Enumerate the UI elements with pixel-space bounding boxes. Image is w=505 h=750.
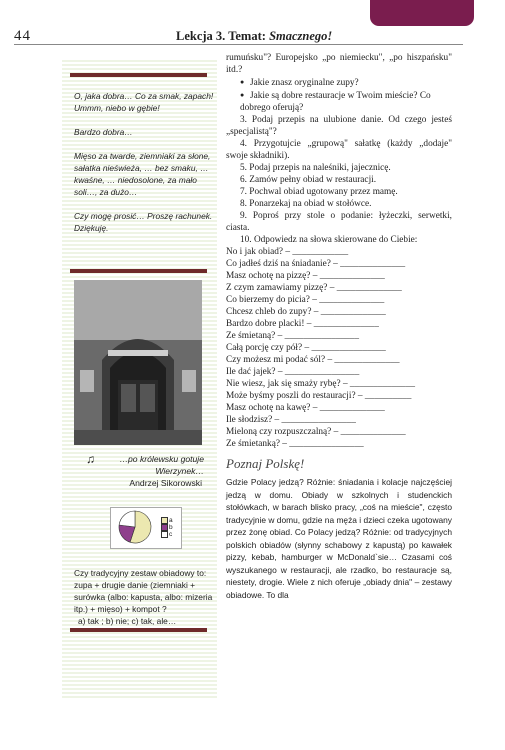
section-title: Poznaj Polskę! [226,456,305,471]
legend-item: a [161,517,173,524]
main-column [226,52,452,601]
pie-slice-c [119,511,135,527]
sidebar-bottom-bar [70,628,207,632]
page-number: 44 [14,28,31,44]
legend-item: c [161,531,173,538]
legend-item: b [161,524,173,531]
question-list [226,246,452,450]
bullet-item: ● Jakie znasz oryginalne zupy? [226,76,452,89]
task-item: 5. Podaj przepis na naleśniki, jajecznicę. [240,163,391,173]
question-line: Ile słodzisz? – ________________ [226,415,356,425]
header-tab [370,0,474,26]
restaurant-photo [74,280,202,445]
question-line: Z czym zamawiamy pizzę? – ______________ [226,283,402,293]
question-line: Nie wiesz, jak się smaży rybę? – ______________ [226,379,415,389]
lesson-label: Lekcja 3. Temat: [176,29,270,43]
sidebar-quiz [74,567,214,627]
dialogue-line: Mięso za twarde, ziemniaki za słone, sałatka nieświeża, … bez smaku, … kwaśne, … niedosolone, za mało soli…, za dużo… [74,151,211,197]
song-title: …po królewsku gotuje Wierzynek… [119,454,204,476]
dialogue-line: O, jaka dobra… Co za smak, zapach! Ummm, niebo w gębie! [74,91,214,113]
restaurant-entrance-image [74,280,202,445]
question-line: Mieloną czy rozpuszczalną? – ______________ [226,427,406,437]
question-line: Co jadłeś dziś na śniadanie? – ______________ [226,259,406,269]
task-item: 3. Podaj przepis na ulubione danie. Od czego jesteś „specjalistą"? [226,115,452,137]
culture-paragraph: Gdzie Polacy jedzą? Różnie: śniadania i kolacje najczęściej jedzą w domu. Obiady w szkolnych i studenckich stołówkach, w barach blisko pracy, „coś na mieście", często tradycyjnie w domu, gdzie na męża i dzieci czeka ugotowany przez żonę obiad. Co Polacy jedzą? Różnie: od tradycyjnych polskich obiadów (słynny schabowy z kapustą) po kawałek pizzy, kebab, hamburger w McDonald`sie… Czasami coś wyszukanego w restauracji, ale rzadko, bo restauracje są, niestety, drogie. Wiele z nich oferuje „obiady dnia" – zestawy obiadowe. To dla [226,477,452,600]
question-line: Całą porcję czy pół? – ________________ [226,343,386,353]
task-item: 10. Odpowiedz na słowa skierowane do Ciebie: [240,235,418,245]
task-item: 6. Zamów pełny obiad w restauracji. [240,175,377,185]
intro-text: rumuńsku"? Europejsko „po niemiecku", „po hiszpańsku" itd.? [226,53,452,75]
question-line: Ze śmietaną? – ________________ [226,331,359,341]
question-line: Masz ochotę na pizzę? – ______________ [226,271,385,281]
task-item: 4. Przygotujcie „grupową" sałatkę (każdy „dodaje" swoje składniki). [226,139,452,161]
sidebar-dialogue [74,90,214,246]
dialogue-line: Bardzo dobra… [74,127,133,137]
question-line: Masz ochotę na kawę? – ______________ [226,403,385,413]
question-line: Co bierzemy do picia? – ______________ [226,295,385,305]
pie-chart [110,507,160,547]
pie-chart-legend [161,517,173,539]
music-note-icon: ♫ [86,452,95,466]
question-line: Ze śmietanką? – ________________ [226,439,364,449]
question-line: Czy możesz mi podać sól? – ______________ [226,355,400,365]
sidebar-top-bar [70,73,207,77]
dialogue-line: Czy mogę prosić… Proszę rachunek. Dziękuję. [74,211,213,233]
quiz-question: Czy tradycyjny zestaw obiadowy to: zupa + drugie danie (ziemniaki + surówka (albo: kapusta, albo: mizeria itp.) + mięso) + kompot ? [74,568,213,614]
question-line: Ile dać jajek? – ________________ [226,367,360,377]
page-title [176,29,332,44]
question-line: No i jak obiad? – ____________ [226,247,349,257]
lesson-topic: Smacznego! [269,29,333,43]
task-item: 7. Pochwal obiad ugotowany przez mamę. [240,187,398,197]
sidebar-mid-bar [70,269,207,273]
song-author: Andrzej Sikorowski [129,478,202,488]
bullet-item: ● Jakie są dobre restauracje w Twoim mieście? Co dobrego oferują? [226,89,452,114]
task-item: 8. Ponarzekaj na obiad w stołówce. [240,199,372,209]
header-rule [14,44,463,45]
song-quote [76,453,204,477]
question-line: Może byśmy poszli do restauracji? – __________ [226,391,412,401]
question-line: Chcesz chleb do zupy? – ______________ [226,307,386,317]
question-line: Bardzo dobre placki! – ______________ [226,319,379,329]
quiz-options: a) tak ; b) nie; c) tak, ale… [78,616,177,626]
task-item: 9. Poproś przy stole o podanie: łyżeczki, serwetki, ciasta. [226,211,452,233]
